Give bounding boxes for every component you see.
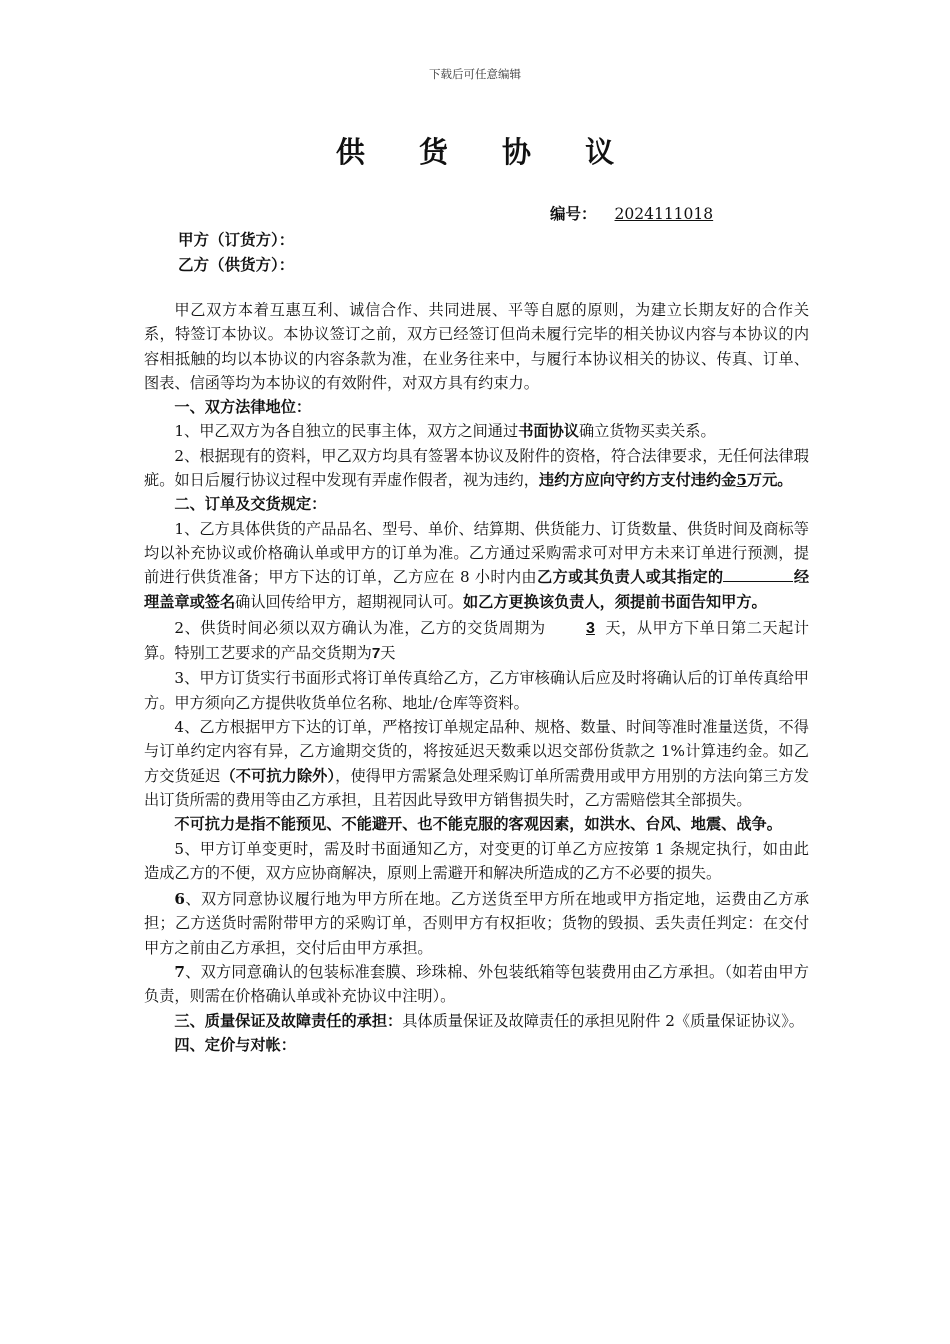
clause-emphasis: 如乙方更换该负责人，须提前书面告知甲方。: [462, 592, 767, 611]
clause-text: 天，从甲方下单日第二天起计算。特别工艺要求的产品交货期为: [144, 618, 809, 663]
clause-emphasis: （不可抗力除外）: [220, 766, 336, 785]
section-2-clause-3: 3、甲方订货实行书面形式将订单传真给乙方，乙方审核确认后应及时将确认后的订单传真给甲方。甲方须向乙方提供收货单位名称、地址/仓库等资料。: [144, 669, 809, 712]
section-2-clause-4: [144, 715, 809, 812]
penalty-amount: 5: [736, 471, 747, 490]
clause-text: 2、根据现有的资料，甲乙双方均具有签署本协议及附件的资格，符合法律要求，无任何法律瑕疵。如日后履行协议过程中发现有弄虚作假者，视为违约，: [144, 446, 809, 490]
clause-number: 6: [174, 890, 185, 909]
section-2-clause-1: [144, 517, 809, 614]
section-1-clause-1: [144, 419, 809, 443]
clause-text: 4、乙方根据甲方下达的订单，严格按订单规定品种、规格、数量、时间等准时准量送货，不得与订单约定内容有异，乙方逾期交货的，将按延迟天数乘以迟交部份货款之 1%计算违约金。如乙方交货延迟: [144, 718, 809, 785]
clause-text: 1、乙方具体供货的产品品名、型号、单价、结算期、供货能力、订货数量、供货时间及商标等均以补充协议或价格确认单或甲方的订单为准。乙方通过采购需求可对甲方未来订单进行预测，提前进行供货准备；甲方下达的订单，乙方应在 8 小时内由: [144, 519, 809, 587]
delivery-days: 3: [586, 619, 595, 637]
clause-number: 7: [174, 963, 185, 982]
header-note: 下载后可任意编辑: [429, 67, 521, 81]
section-2-clause-6: [144, 887, 809, 960]
blank-field: [723, 565, 793, 582]
section-2-clause-2: [144, 616, 809, 667]
section-2-clause-5: 5、甲方订单变更时，需及时书面通知乙方，对变更的订单乙方应按第 1 条规定执行，如由此造成乙方的不便，双方应协商解决，原则上需避开和解决所造成的乙方不必要的损失。: [144, 839, 809, 882]
section-3-text: 具体质量保证及故障责任的承担见附件 2《质量保证协议》。: [402, 1011, 804, 1030]
document-number-value: 2024111018: [614, 205, 714, 223]
party-a-label: 甲方（订货方）：: [178, 230, 295, 249]
section-4-heading: 四、定价与对帐：: [174, 1035, 296, 1054]
section-2-heading: 二、订单及交货规定：: [174, 495, 327, 514]
clause-emphasis: 书面协议: [518, 422, 579, 441]
clause-text: ，使得甲方需紧急处理采购订单所需费用或甲方用别的方法向第三方发出订货所需的费用等由乙方承担，且若因此导致甲方销售损失时，乙方需赔偿其全部损失。: [144, 766, 810, 809]
section-3-heading: 三、质量保证及故障责任的承担：: [174, 1011, 403, 1030]
clause-text: 天: [380, 644, 396, 663]
clause-emphasis: 万元。: [746, 471, 793, 490]
clause-emphasis: 经理盖章或签名: [144, 568, 810, 611]
agreement-body: [144, 298, 809, 1057]
clause-text: 、双方同意协议履行地为甲方所在地。乙方送货至甲方所在地或甲方指定地，运费由乙方承担；乙方送货时需附带甲方的采购订单，否则甲方有权拒收；货物的毁损、丢失责任判定：在交付甲方之前由乙方承担，交付后由甲方承担。: [144, 890, 809, 957]
clause-text: 确认回传给甲方，超期视同认可。: [235, 592, 463, 611]
section-2-clause-7: [144, 960, 809, 1009]
document-title: 供 货 协 议: [335, 135, 637, 169]
section-3: [144, 1009, 809, 1033]
clause-text: 、双方同意确认的包装标准套膜、珍珠棉、外包装纸箱等包装费用由乙方承担。（如若由甲方负责，则需在价格确认单或补充协议中注明）。: [144, 963, 809, 1006]
clause-text: 确立货物买卖关系。: [578, 422, 716, 441]
clause-text: 2、供货时间必须以双方确认为准，乙方的交货周期为: [174, 618, 546, 637]
special-delivery-days: 7: [371, 645, 381, 663]
clause-emphasis: 乙方或其负责人或其指定的: [536, 568, 724, 587]
section-1-clause-2: [144, 444, 809, 493]
intro-paragraph: 甲乙双方本着互惠互利、诚信合作、共同进展、平等自愿的原则，为建立长期友好的合作关系，特签订本协议。本协议签订之前，双方已经签订但尚未履行完毕的相关协议内容与本协议的内容相抵触的均以本协议的内容条款为准，在业务往来中，与履行本协议相关的协议、传真、订单、图表、信函等均为本协议的有效附件，对双方具有约束力。: [144, 301, 809, 392]
section-1-heading: 一、双方法律地位：: [174, 398, 312, 417]
force-majeure-definition: 不可抗力是指不能预见、不能避开、也不能克服的客观因素，如洪水、台风、地震、战争。: [174, 815, 782, 834]
clause-text: 1、甲乙双方为各自独立的民事主体，双方之间通过: [174, 422, 519, 441]
document-number-label: 编号：: [550, 204, 597, 223]
party-b-label: 乙方（供货方）：: [178, 255, 295, 274]
document-number: [550, 202, 713, 224]
clause-emphasis: 违约方应向守约方支付违约金: [538, 471, 737, 490]
